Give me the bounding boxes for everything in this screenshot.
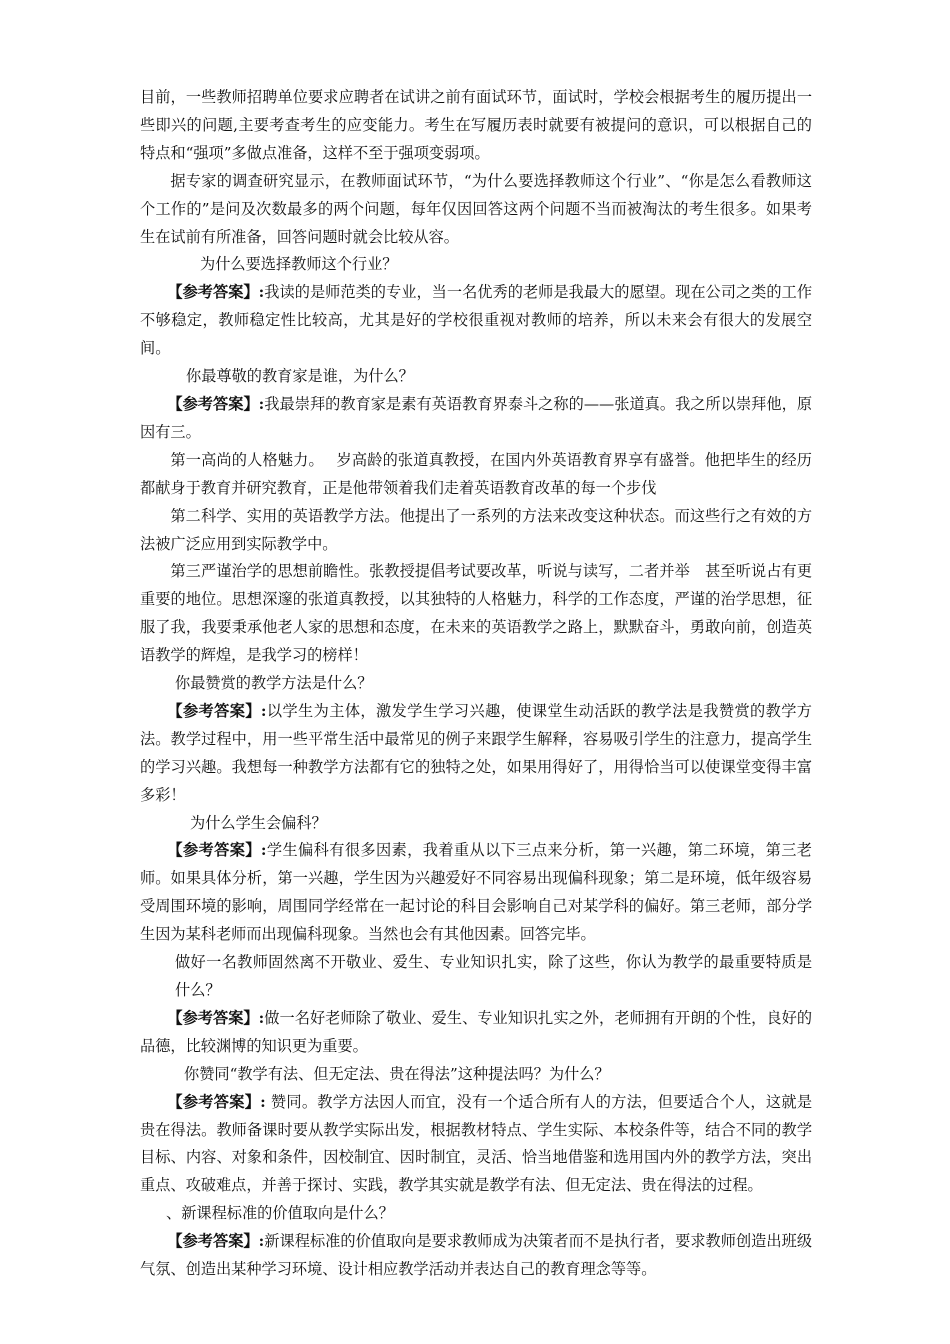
question-heading xyxy=(140,363,812,391)
paragraph-text: 目前，一些教师招聘单位要求应聘者在试讲之前有面试环节，面试时，学校会根据考生的履历提出一些即兴的问题,主要考查考生的应变能力。考生在写履历表时就要有被提问的意识，可以根据自己的特点和“强项”多做点准备，这样不至于强项变弱项。 xyxy=(140,88,812,162)
answer-text: 我读的是师范类的专业，当一名优秀的老师是我最大的愿望。现在公司之类的工作不够稳定，教师稳定性比较高，尤其是好的学校很重视对教师的培养，所以未来会有很大的发展空间。 xyxy=(140,283,813,358)
answer-text: 我最崇拜的教育家是素有英语教育界泰斗之称的——张道真。我之所以崇拜他，原因有三。 xyxy=(140,394,813,441)
point-paragraph xyxy=(140,503,812,559)
answer-text: 做一名好老师除了敬业、爱生、专业知识扎实之外，老师拥有开朗的个性，良好的品德，比较渊博的知识更为重要。 xyxy=(140,1008,813,1055)
answer-text: 以学生为主体，激发学生学习兴趣，使课堂生动活跃的教学法是我赞赏的教学方法。教学过程中，用一些平常生活中最常见的例子来跟学生解释，容易吸引学生的注意力，提高学生的学习兴趣。我想每一种教学方法都有它的独特之处，如果用得好了，用得恰当可以使课堂变得丰富多彩！ xyxy=(140,701,812,804)
answer-text: 新课程标准的价值取向是要求教师成为决策者而不是执行者，要求教师创造出班级气氛、创造出某种学习环境、设计相应教学活动并表达自己的教育理念等等。 xyxy=(140,1232,813,1279)
answer-paragraph xyxy=(140,1228,812,1284)
answer-text: 赞同。教学方法因人而宜，没有一个适合所有人的方法，但要适合个人，这就是贵在得法。教师备课时要从教学实际出发，根据教材特点、学生实际、本校条件等，结合不同的教学目标、内容、对象和条件，因校制宜、因时制宜，灵活、恰当地借鉴和选用国内外的教学方法，突出重点、攻破难点，并善于探讨、实践，教学其实就是教学有法、但无定法、贵在得法的过程。 xyxy=(140,1092,813,1195)
question-text: 你赞同“教学有法、但无定法、贵在得法”这种提法吗？为什么？ xyxy=(184,1064,610,1083)
answer-paragraph xyxy=(140,279,812,363)
expert-paragraph xyxy=(140,168,812,252)
answer-label: 【参考答案】: xyxy=(167,1232,265,1251)
answer-label: 【参考答案】: xyxy=(167,1008,265,1027)
question-heading xyxy=(140,1061,812,1089)
answer-text: 学生偏科有很多因素，我着重从以下三点来分析，第一兴趣，第二环境，第三老师。如果具体分析，第一兴趣，学生因为兴趣爱好不同容易出现偏科现象；第二是环境，低年级容易受周围环境的影响，周围同学经常在一起讨论的科目会影响自己对某学科的偏好。第三老师，部分学生因为某科老师而出现偏科现象。当然也会有其他因素。回答完毕。 xyxy=(140,841,812,944)
question-text: 、新课程标准的价值取向是什么？ xyxy=(166,1204,394,1223)
paragraph-text: 第二科学、实用的英语教学方法。他提出了一系列的方法来改变这种状态。而这些行之有效的方法被广泛应用到实际教学中。 xyxy=(140,506,812,553)
point-paragraph xyxy=(140,558,812,670)
question-text: 为什么学生会偏科？ xyxy=(190,813,327,832)
answer-paragraph xyxy=(140,837,812,949)
question-text: 做好一名教师固然离不开敬业、爱生、专业知识扎实，除了这些，你认为教学的最重要特质是什么？ xyxy=(175,953,812,999)
answer-label: 【参考答案】: xyxy=(167,701,267,720)
point-paragraph xyxy=(140,447,812,503)
answer-paragraph xyxy=(140,1005,812,1061)
question-heading xyxy=(140,1200,812,1228)
question-text: 你最尊敬的教育家是谁，为什么？ xyxy=(186,367,414,386)
paragraph-text: 第三严谨治学的思想前瞻性。张教授提倡考试要改革，听说与读写，二者并举 甚至听说占有更重要的地位。思想深邃的张道真教授，以其独特的人格魅力，科学的工作态度，严谨的治学思想，征服了我，我要秉承他老人家的思想和态度，在未来的英语教学之路上，默默奋斗，勇敢向前，创造英语教学的辉煌，是我学习的榜样！ xyxy=(140,562,812,665)
question-heading xyxy=(140,949,812,1005)
question-heading xyxy=(140,251,812,279)
document-body xyxy=(140,84,812,1284)
answer-paragraph xyxy=(140,698,812,810)
answer-label: 【参考答案】: xyxy=(167,283,265,302)
answer-label: 【参考答案】: xyxy=(167,841,267,860)
paragraph-text: 据专家的调查研究显示，在教师面试环节，“为什么要选择教师这个行业”、“你是怎么看教师这个工作的”是问及次数最多的两个问题，每年仅因回答这两个问题不当而被淘汰的考生很多。如果考生在试前有所准备，回答问题时就会比较从容。 xyxy=(140,171,812,246)
intro-paragraph xyxy=(140,84,812,168)
answer-label: 【参考答案】: xyxy=(167,1092,266,1111)
question-text: 你最赞赏的教学方法是什么？ xyxy=(175,674,373,693)
question-text: 为什么要选择教师这个行业？ xyxy=(200,255,398,274)
answer-label: 【参考答案】: xyxy=(167,394,265,413)
question-heading xyxy=(140,670,812,698)
answer-paragraph xyxy=(140,1089,812,1201)
paragraph-text: 第一高尚的人格魅力。 岁高龄的张道真教授，在国内外英语教育界享有盛誉。他把毕生的经历都献身于教育并研究教育，正是他带领着我们走着英语教育改革的每一个步伐 xyxy=(140,450,812,497)
answer-paragraph xyxy=(140,391,812,447)
question-heading xyxy=(140,810,812,838)
